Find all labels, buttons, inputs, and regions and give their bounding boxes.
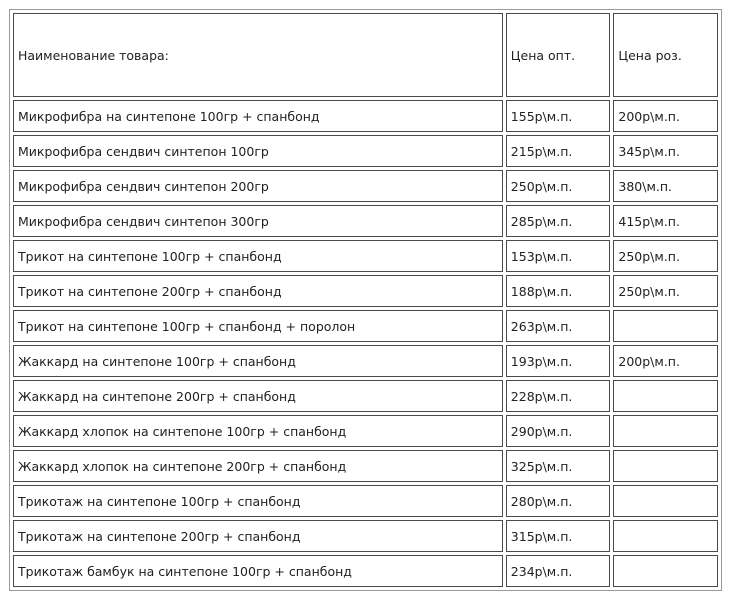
cell-price-wholesale: 193р\м.п. bbox=[506, 345, 611, 377]
table-row bbox=[13, 240, 718, 272]
cell-price-retail bbox=[613, 380, 718, 412]
cell-price-retail: 200р\м.п. bbox=[613, 100, 718, 132]
cell-price-wholesale: 215р\м.п. bbox=[506, 135, 611, 167]
table-row bbox=[13, 415, 718, 447]
table-row bbox=[13, 100, 718, 132]
cell-product-name: Трикотаж на синтепоне 200гр + спанбонд bbox=[13, 520, 503, 552]
cell-product-name: Микрофибра сендвич синтепон 100гр bbox=[13, 135, 503, 167]
cell-product-name: Жаккард хлопок на синтепоне 200гр + спанбонд bbox=[13, 450, 503, 482]
cell-product-name: Трикотаж на синтепоне 100гр + спанбонд bbox=[13, 485, 503, 517]
table-row bbox=[13, 205, 718, 237]
table-row bbox=[13, 310, 718, 342]
cell-price-retail bbox=[613, 450, 718, 482]
table-row bbox=[13, 135, 718, 167]
cell-product-name: Трикот на синтепоне 200гр + спанбонд bbox=[13, 275, 503, 307]
cell-price-retail: 345р\м.п. bbox=[613, 135, 718, 167]
cell-product-name: Жаккард на синтепоне 100гр + спанбонд bbox=[13, 345, 503, 377]
cell-product-name: Микрофибра на синтепоне 100гр + спанбонд bbox=[13, 100, 503, 132]
cell-price-retail bbox=[613, 310, 718, 342]
cell-price-wholesale: 188р\м.п. bbox=[506, 275, 611, 307]
cell-price-retail: 200р\м.п. bbox=[613, 345, 718, 377]
cell-price-wholesale: 228р\м.п. bbox=[506, 380, 611, 412]
cell-product-name: Жаккард на синтепоне 200гр + спанбонд bbox=[13, 380, 503, 412]
table-row bbox=[13, 555, 718, 587]
table-row bbox=[13, 380, 718, 412]
cell-product-name: Микрофибра сендвич синтепон 300гр bbox=[13, 205, 503, 237]
cell-product-name: Трикот на синтепоне 100гр + спанбонд + поролон bbox=[13, 310, 503, 342]
table-row bbox=[13, 275, 718, 307]
cell-product-name: Трикотаж бамбук на синтепоне 100гр + спанбонд bbox=[13, 555, 503, 587]
cell-price-retail bbox=[613, 415, 718, 447]
cell-price-wholesale: 155р\м.п. bbox=[506, 100, 611, 132]
cell-product-name: Жаккард хлопок на синтепоне 100гр + спанбонд bbox=[13, 415, 503, 447]
table-row bbox=[13, 485, 718, 517]
header-product-name: Наименование товара: bbox=[13, 13, 503, 97]
table-row bbox=[13, 345, 718, 377]
cell-product-name: Микрофибра сендвич синтепон 200гр bbox=[13, 170, 503, 202]
header-price-retail: Цена роз. bbox=[613, 13, 718, 97]
cell-price-retail bbox=[613, 520, 718, 552]
table-row bbox=[13, 170, 718, 202]
cell-price-retail: 415р\м.п. bbox=[613, 205, 718, 237]
cell-price-retail bbox=[613, 485, 718, 517]
cell-price-wholesale: 290р\м.п. bbox=[506, 415, 611, 447]
cell-product-name: Трикот на синтепоне 100гр + спанбонд bbox=[13, 240, 503, 272]
cell-price-wholesale: 325р\м.п. bbox=[506, 450, 611, 482]
cell-price-retail bbox=[613, 555, 718, 587]
table-row bbox=[13, 450, 718, 482]
table-row bbox=[13, 520, 718, 552]
cell-price-wholesale: 280р\м.п. bbox=[506, 485, 611, 517]
cell-price-retail: 250р\м.п. bbox=[613, 275, 718, 307]
header-price-wholesale: Цена опт. bbox=[506, 13, 611, 97]
table-header-row bbox=[13, 13, 718, 97]
cell-price-wholesale: 263р\м.п. bbox=[506, 310, 611, 342]
cell-price-wholesale: 250р\м.п. bbox=[506, 170, 611, 202]
cell-price-retail: 380\м.п. bbox=[613, 170, 718, 202]
cell-price-wholesale: 234р\м.п. bbox=[506, 555, 611, 587]
cell-price-wholesale: 153р\м.п. bbox=[506, 240, 611, 272]
cell-price-wholesale: 285р\м.п. bbox=[506, 205, 611, 237]
cell-price-wholesale: 315р\м.п. bbox=[506, 520, 611, 552]
price-table bbox=[9, 9, 722, 591]
cell-price-retail: 250р\м.п. bbox=[613, 240, 718, 272]
